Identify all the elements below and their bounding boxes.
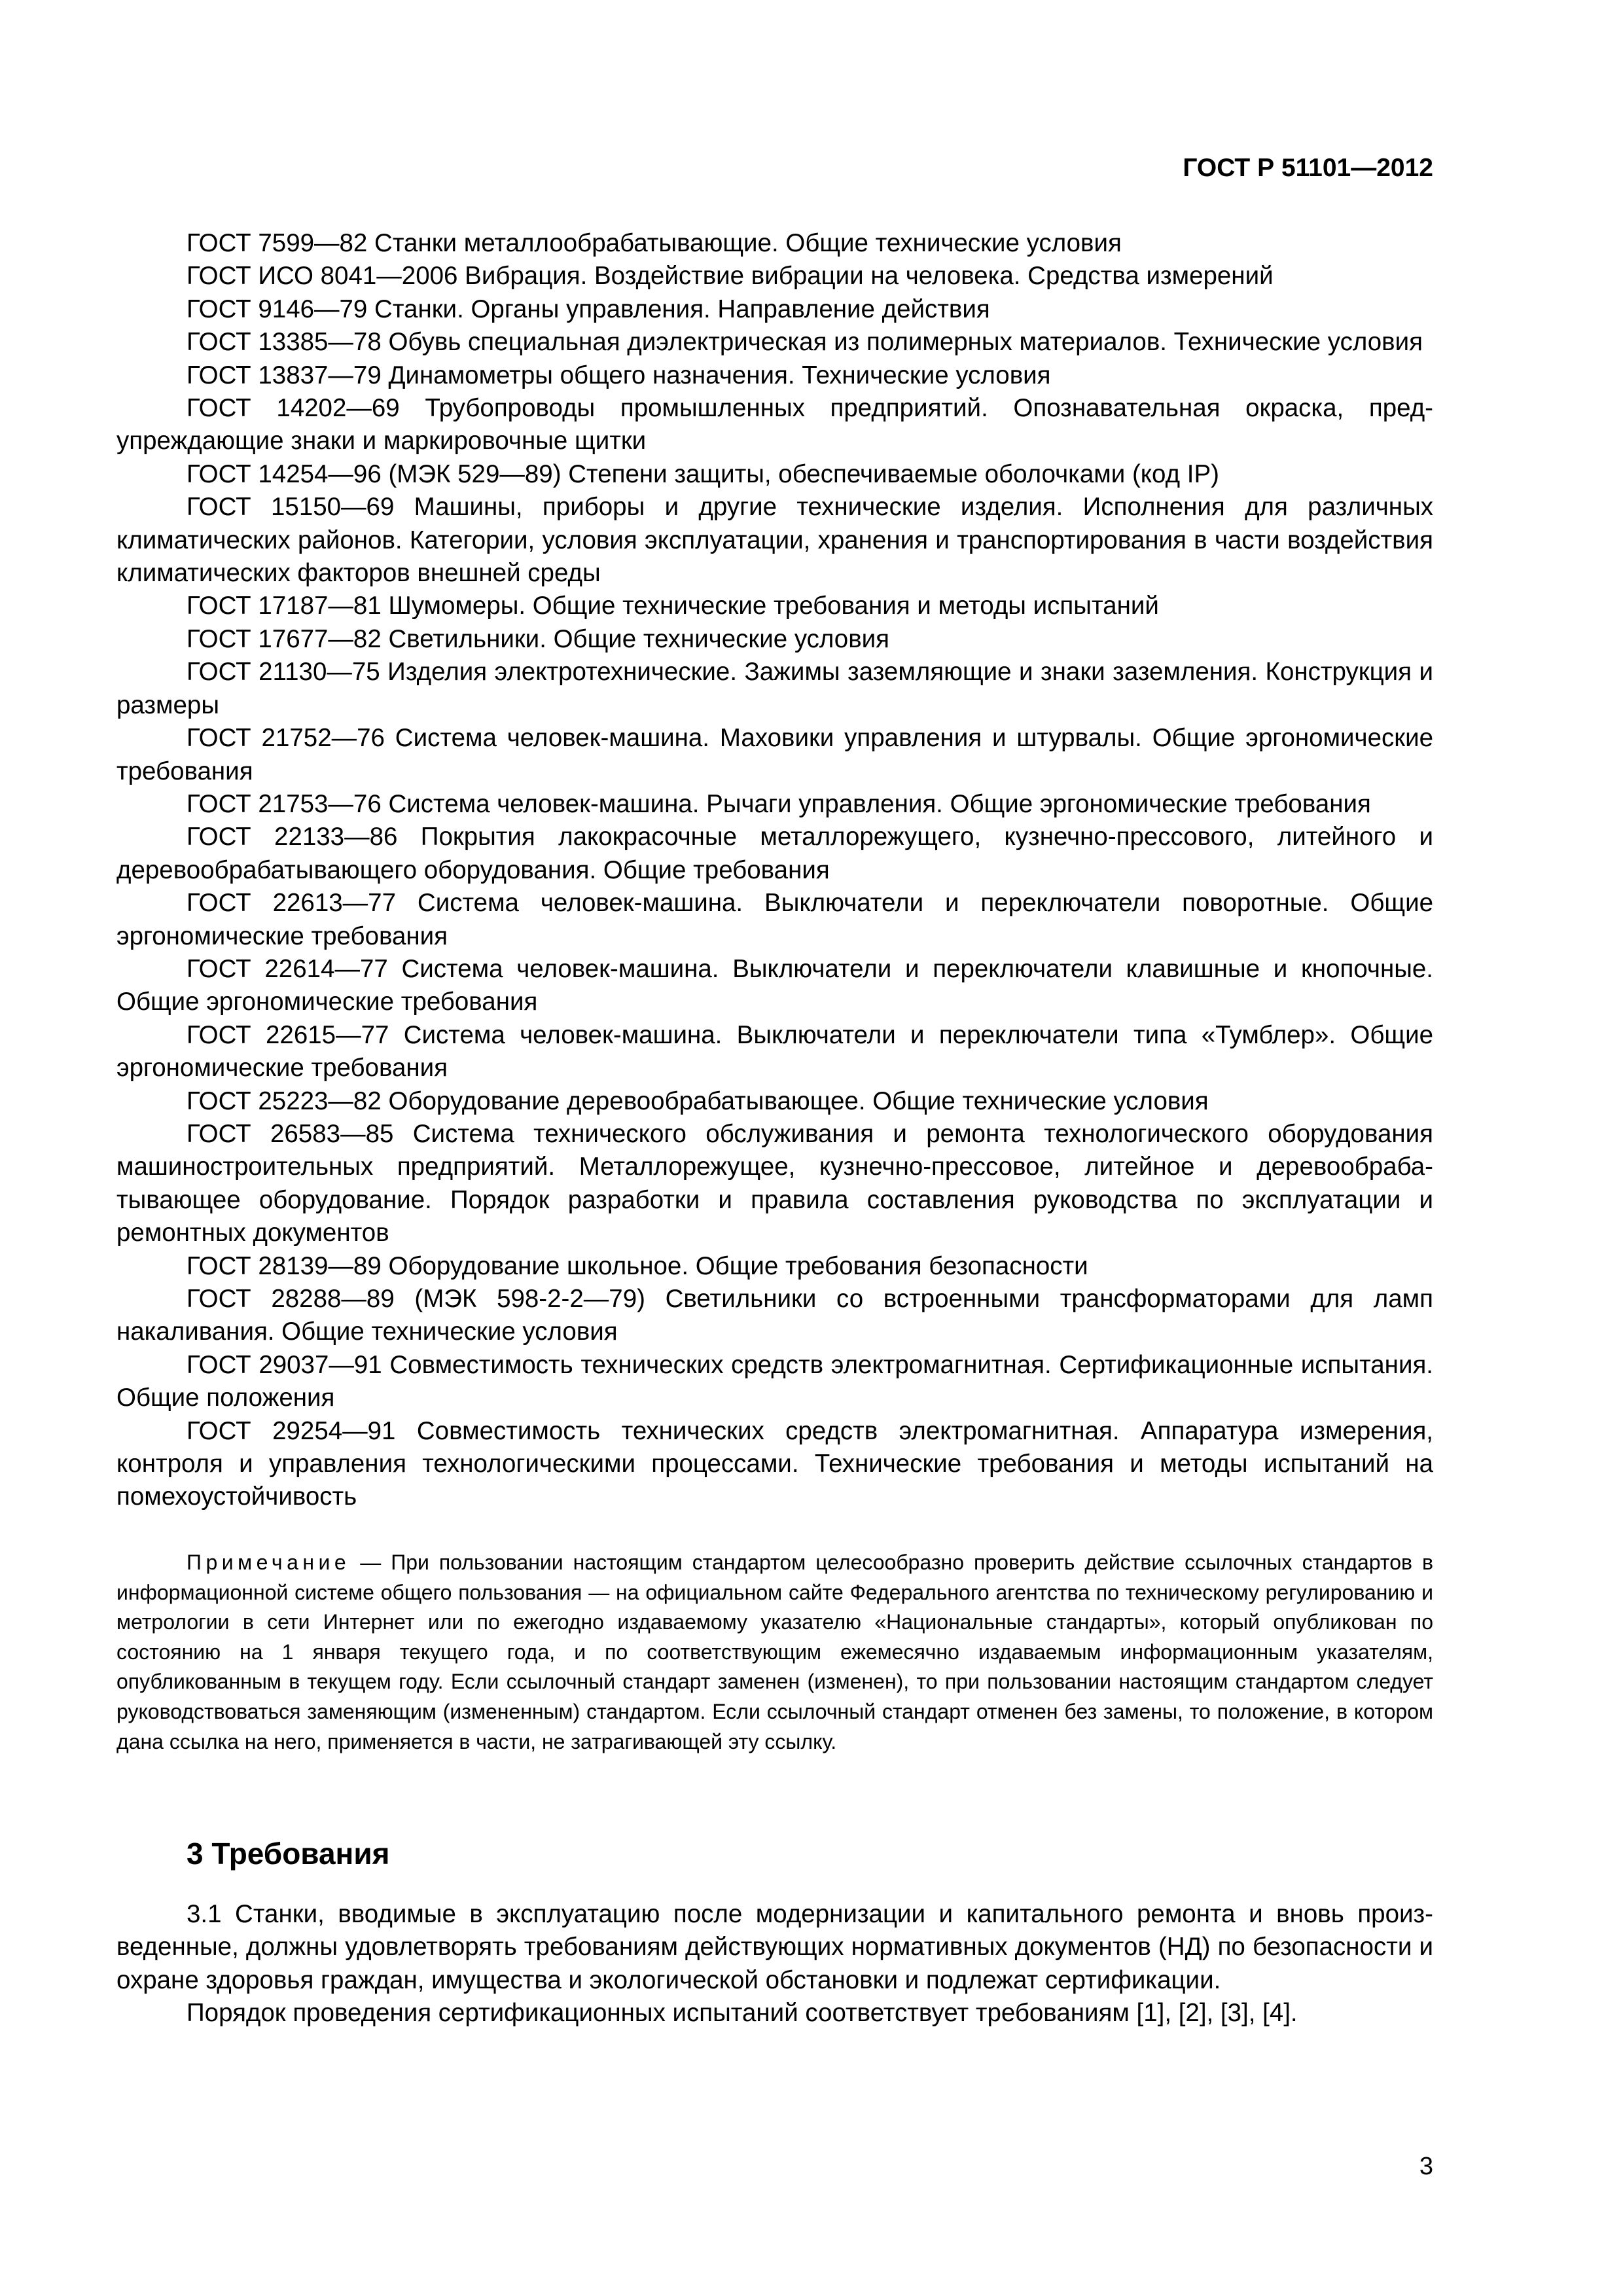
reference-text: ГОСТ 22133—86 Покрытия лакокрасочные металлорежущего, кузнечно-прессового, литейного и деревообрабатывающего оборудования. Общие требования: [116, 823, 1433, 884]
reference-text: ГОСТ 25223—82 Оборудование деревообрабатывающее. Общие технические условия: [187, 1086, 1209, 1115]
reference-item: [116, 590, 1433, 622]
reference-text: ГОСТ 22615—77 Система человек-машина. Выключатели и переключатели типа «Тумблер». Общие эргономические требования: [116, 1020, 1433, 1083]
document-header: [0, 152, 1433, 185]
reference-item: [116, 326, 1433, 359]
reference-text: ГОСТ 21753—76 Система человек-машина. Рычаги управления. Общие эргономические требования: [187, 789, 1371, 818]
reference-item: [116, 392, 1433, 458]
document-id: ГОСТ Р 51101—2012: [1183, 154, 1433, 182]
reference-text: ГОСТ 13837—79 Динамометры общего назначения. Технические условия: [187, 361, 1051, 389]
note-paragraph: [116, 1548, 1433, 1757]
reference-item: [116, 293, 1433, 326]
reference-text: ГОСТ 28288—89 (МЭК 598-2-2—79) Светильники со встроенными трансформаторами для ламп накаливания. Общие технические условия: [116, 1285, 1433, 1346]
reference-item: [116, 821, 1433, 887]
reference-item: [116, 656, 1433, 722]
reference-text: ГОСТ 29037—91 Совместимость технических средств электромагнитная. Сертификационные испытания. Общие положения: [116, 1350, 1433, 1412]
page-number: 3: [1419, 2153, 1433, 2180]
reference-text: ГОСТ 22613—77 Система человек-машина. Выключатели и переключатели поворотные. Общие эргономические требования: [116, 889, 1433, 950]
reference-item: [116, 887, 1433, 953]
reference-text: ГОСТ 28139—89 Оборудование школьное. Общие требования безопасности: [187, 1251, 1088, 1280]
section-heading: 3 Требования: [187, 1837, 390, 1871]
reference-item: [116, 491, 1433, 590]
requirement-paragraph: 3.1 Станки, вводимые в эксплуатацию после модернизации и капитального ремонта и вновь произведенные, должны удовлетворять требованиям действующих нормативных документов (НД) по безопасности и охране здоровья граждан, имущества и экологической обстановки и подлежат сертификации.: [116, 1900, 1433, 1994]
reference-item: [116, 788, 1433, 821]
reference-item: [116, 260, 1433, 293]
reference-text: ГОСТ 7599—82 Станки металлообрабатывающие. Общие технические условия: [187, 229, 1122, 257]
note-text: — При пользовании настоящим стандартом целесообразно проверить действие ссылочных стандартов в информационной системе общего пользования — на официальном сайте Федерального агентства по техническому регулированию и метрологии в сети Интернет или по ежегодно издаваемому указателю «Национальные стандарты», который опубликован по состоянию на 1 января текущего года, и по соответствующим ежемесячно издаваемым информационным указателям, опубликованным в текущем году. Если ссылочный стандарт заменен (изменен), то при пользовании настоящим стандартом следует руководствоваться заменяющим (измененным) стандартом. Если ссылочный стандарт отменен без замены, то положение, в котором дана ссылка на него, применяется в части, не затрагивающей эту ссылку.: [116, 1551, 1433, 1753]
requirements-section-body: [116, 1898, 1433, 2030]
reference-text: ГОСТ ИСО 8041—2006 Вибрация. Воздействие вибрации на человека. Средства измерений: [187, 262, 1274, 291]
requirement-paragraph: Порядок проведения сертификационных испытаний соответствует требованиям [1], [2], [3], [4].: [187, 1999, 1298, 2028]
normative-references-list: [116, 227, 1433, 1514]
reference-item: [116, 1118, 1433, 1250]
reference-item: [116, 458, 1433, 491]
note-label: Примечание: [187, 1551, 351, 1574]
reference-item: [116, 359, 1433, 392]
reference-text: ГОСТ 17677—82 Светильники. Общие технические условия: [187, 624, 890, 653]
reference-text: ГОСТ 9146—79 Станки. Органы управления. Направление действия: [187, 295, 990, 323]
reference-item: [116, 1085, 1433, 1118]
reference-text: ГОСТ 15150—69 Машины, приборы и другие технические изделия. Исполнения для различных климатических районов. Категории, условия эксплуатации, хранения и транспортирования в части воздействия климатических факторов внешней среды: [116, 493, 1433, 588]
reference-item: [116, 623, 1433, 656]
reference-text: ГОСТ 17187—81 Шумомеры. Общие технические требования и методы испытаний: [187, 592, 1159, 620]
reference-text: ГОСТ 26583—85 Система технического обслуживания и ремонта технологического оборудования машиностроительных предприятий. Металлорежущее, кузнечно-прессовое, литейное и деревообрабатывающее оборудование. Порядок разработки и правила составления руководства по эксплуатации и ремонтных документов: [116, 1119, 1433, 1247]
reference-item: [116, 1019, 1433, 1085]
reference-text: ГОСТ 21130—75 Изделия электротехнические. Зажимы заземляющие и знаки заземления. Конструкция и размеры: [116, 658, 1433, 719]
reference-text: ГОСТ 21752—76 Система человек-машина. Маховики управления и штурвалы. Общие эргономические требования: [116, 724, 1433, 785]
reference-item: [116, 227, 1433, 260]
reference-item: [116, 1349, 1433, 1415]
reference-item: [116, 953, 1433, 1019]
reference-text: ГОСТ 14202—69 Трубопроводы промышленных предприятий. Опознавательная окраска, предупреждающие знаки и маркировочные щитки: [116, 394, 1433, 456]
reference-item: [116, 1250, 1433, 1283]
reference-item: [116, 1415, 1433, 1514]
reference-text: ГОСТ 13385—78 Обувь специальная диэлектрическая из полимерных материалов. Технические условия: [187, 328, 1423, 357]
reference-item: [116, 1283, 1433, 1349]
reference-text: ГОСТ 22614—77 Система человек-машина. Выключатели и переключатели клавишные и кнопочные. Общие эргономические требования: [116, 954, 1433, 1016]
reference-text: ГОСТ 14254—96 (МЭК 529—89) Степени защиты, обеспечиваемые оболочками (код IP): [187, 459, 1219, 488]
reference-text: ГОСТ 29254—91 Совместимость технических средств электромагнитная. Аппаратура измерения, контроля и управления технологическими процессами. Технические требования и методы испытаний на помехоустойчивость: [116, 1416, 1433, 1511]
reference-item: [116, 722, 1433, 788]
